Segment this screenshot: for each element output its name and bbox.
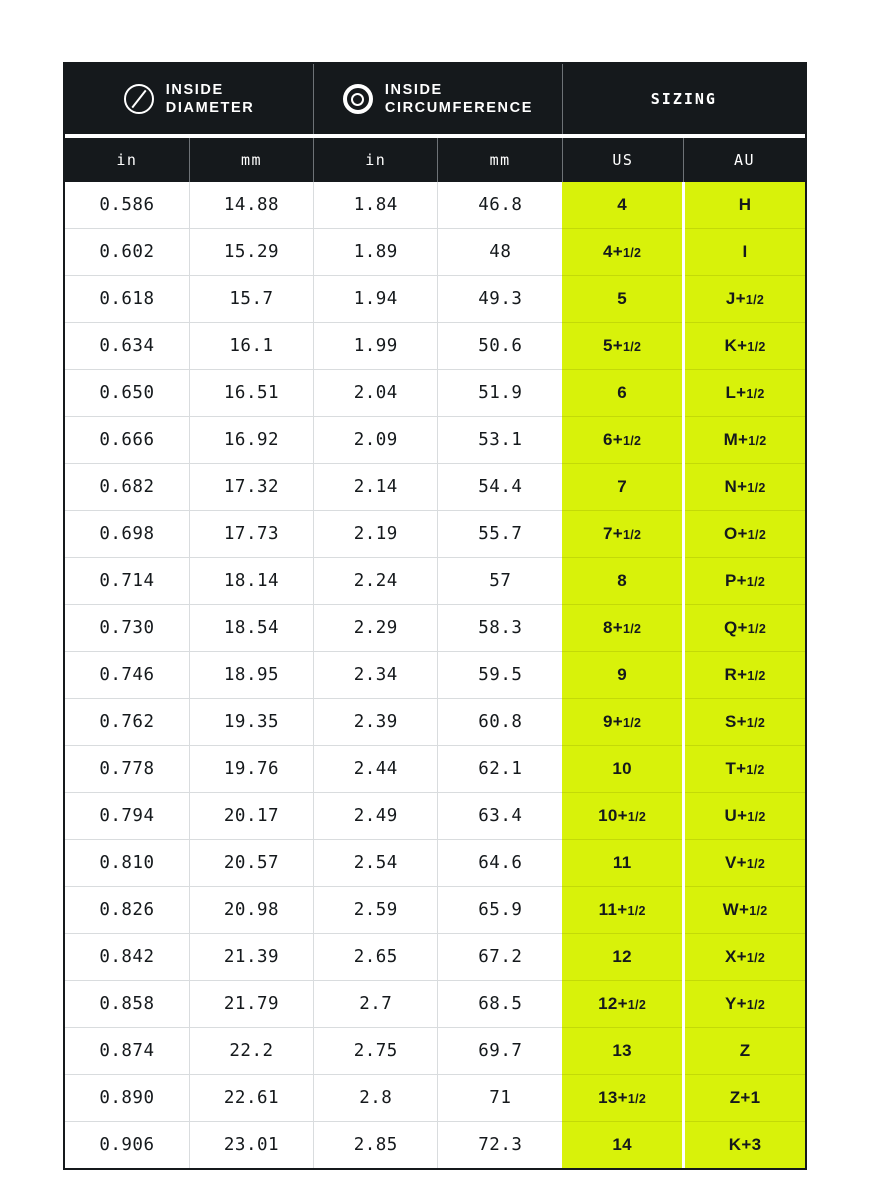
cell-size-au <box>684 370 805 417</box>
cell-circumference-in: 2.09 <box>314 417 438 464</box>
cell-diameter-in: 0.826 <box>65 887 189 934</box>
size-main: 4+ <box>603 242 624 261</box>
cell-circumference-mm: 62.1 <box>438 746 562 793</box>
cell-diameter-in: 0.666 <box>65 417 189 464</box>
size-fraction: 1/2 <box>746 716 766 730</box>
size-main: 10 <box>612 759 632 778</box>
size-fraction: 1/2 <box>746 951 766 965</box>
cell-size-us <box>562 746 683 793</box>
table-row <box>65 934 805 981</box>
cell-circumference-mm: 51.9 <box>438 370 562 417</box>
size-main: Z <box>739 1041 751 1060</box>
cell-circumference-in: 1.94 <box>314 276 438 323</box>
cell-circumference-in: 2.44 <box>314 746 438 793</box>
size-main: 8 <box>617 571 628 590</box>
table-row <box>65 370 805 417</box>
header-unit-us: US <box>562 136 683 182</box>
size-fraction: 1/2 <box>748 434 767 448</box>
size-main: 4 <box>617 195 628 214</box>
size-fraction: 1/2 <box>747 810 766 824</box>
size-fraction: 1/2 <box>627 998 647 1012</box>
cell-diameter-in: 0.874 <box>65 1028 189 1075</box>
table-row <box>65 746 805 793</box>
cell-circumference-mm: 55.7 <box>438 511 562 558</box>
table-head <box>65 64 805 182</box>
table-row <box>65 1075 805 1122</box>
cell-circumference-in: 2.34 <box>314 652 438 699</box>
ring-size-table-container <box>63 62 807 1170</box>
header-unit-circumference-mm: mm <box>438 136 562 182</box>
size-fraction: 1/2 <box>749 904 768 918</box>
cell-size-us <box>562 840 683 887</box>
size-fraction: 1/2 <box>747 669 766 683</box>
cell-size-au <box>684 323 805 370</box>
cell-size-au <box>684 229 805 276</box>
size-main: P+ <box>724 571 747 590</box>
ring-size-table <box>65 64 805 1168</box>
size-main: W+ <box>722 900 750 919</box>
size-main: 6+ <box>603 430 624 449</box>
size-main: 6 <box>617 383 628 402</box>
cell-size-us <box>562 793 683 840</box>
header-group-sizing <box>562 64 805 136</box>
cell-diameter-mm: 22.61 <box>189 1075 313 1122</box>
cell-size-au <box>684 652 805 699</box>
cell-diameter-mm: 20.57 <box>189 840 313 887</box>
cell-diameter-in: 0.650 <box>65 370 189 417</box>
cell-size-au <box>684 1122 805 1169</box>
size-main: 7 <box>617 477 628 496</box>
size-fraction: 1/2 <box>623 716 642 730</box>
cell-size-us <box>562 652 683 699</box>
cell-size-au <box>684 840 805 887</box>
cell-diameter-in: 0.778 <box>65 746 189 793</box>
cell-size-au <box>684 464 805 511</box>
size-main: 13 <box>612 1041 632 1060</box>
size-main: I <box>742 242 748 261</box>
size-fraction: 1/2 <box>746 387 765 401</box>
cell-size-us <box>562 1122 683 1169</box>
cell-circumference-in: 2.54 <box>314 840 438 887</box>
size-fraction: 1/2 <box>627 810 647 824</box>
header-unit-au: AU <box>684 136 805 182</box>
cell-size-us <box>562 182 683 229</box>
cell-size-us <box>562 276 683 323</box>
cell-diameter-mm: 14.88 <box>189 182 313 229</box>
cell-size-au <box>684 417 805 464</box>
cell-diameter-mm: 17.32 <box>189 464 313 511</box>
size-fraction: 1/2 <box>747 481 766 495</box>
size-fraction: 1/2 <box>747 340 766 354</box>
table-row <box>65 182 805 229</box>
cell-size-au <box>684 887 805 934</box>
cell-size-au <box>684 276 805 323</box>
size-main: Y+ <box>724 994 747 1013</box>
header-unit-diameter-mm: mm <box>189 136 313 182</box>
size-fraction: 1/2 <box>747 622 767 636</box>
cell-size-au <box>684 558 805 605</box>
cell-circumference-in: 2.65 <box>314 934 438 981</box>
cell-circumference-mm: 67.2 <box>438 934 562 981</box>
cell-diameter-in: 0.906 <box>65 1122 189 1169</box>
cell-circumference-in: 2.14 <box>314 464 438 511</box>
cell-size-au <box>684 746 805 793</box>
table-row <box>65 417 805 464</box>
cell-size-au <box>684 793 805 840</box>
size-main: L+ <box>725 383 747 402</box>
table-row <box>65 793 805 840</box>
cell-circumference-mm: 64.6 <box>438 840 562 887</box>
cell-diameter-mm: 17.73 <box>189 511 313 558</box>
size-main: 5+ <box>603 336 624 355</box>
cell-size-us <box>562 370 683 417</box>
cell-size-us <box>562 1028 683 1075</box>
cell-diameter-in: 0.714 <box>65 558 189 605</box>
size-fraction: 1/2 <box>746 857 766 871</box>
cell-size-us <box>562 417 683 464</box>
cell-circumference-in: 1.89 <box>314 229 438 276</box>
cell-diameter-mm: 19.76 <box>189 746 313 793</box>
cell-diameter-mm: 21.39 <box>189 934 313 981</box>
table-row <box>65 1122 805 1169</box>
cell-circumference-mm: 71 <box>438 1075 562 1122</box>
cell-size-au <box>684 511 805 558</box>
cell-circumference-mm: 48 <box>438 229 562 276</box>
cell-circumference-mm: 63.4 <box>438 793 562 840</box>
cell-size-us <box>562 981 683 1028</box>
size-main: K+ <box>724 336 748 355</box>
size-main: 11+ <box>598 900 628 919</box>
size-main: 9+ <box>603 712 624 731</box>
header-group-inside-diameter <box>65 64 314 136</box>
size-main: 14 <box>612 1135 632 1154</box>
cell-size-us <box>562 464 683 511</box>
header-group-row <box>65 64 805 136</box>
cell-diameter-mm: 16.92 <box>189 417 313 464</box>
size-fraction: 1/2 <box>623 622 642 636</box>
size-main: U+ <box>724 806 748 825</box>
table-row <box>65 981 805 1028</box>
table-row <box>65 887 805 934</box>
cell-diameter-in: 0.730 <box>65 605 189 652</box>
label-line-2: CIRCUMFERENCE <box>384 100 533 116</box>
cell-circumference-mm: 65.9 <box>438 887 562 934</box>
cell-size-us <box>562 699 683 746</box>
cell-circumference-mm: 53.1 <box>438 417 562 464</box>
size-main: 13+ <box>598 1088 628 1107</box>
header-group-inside-circumference-label <box>385 81 533 117</box>
cell-circumference-mm: 72.3 <box>438 1122 562 1169</box>
size-fraction: 1/2 <box>746 998 766 1012</box>
cell-diameter-mm: 21.79 <box>189 981 313 1028</box>
cell-diameter-mm: 18.54 <box>189 605 313 652</box>
cell-diameter-in: 0.634 <box>65 323 189 370</box>
cell-circumference-in: 2.29 <box>314 605 438 652</box>
header-unit-diameter-in: in <box>65 136 189 182</box>
cell-circumference-mm: 57 <box>438 558 562 605</box>
cell-circumference-mm: 68.5 <box>438 981 562 1028</box>
size-fraction: 1/2 <box>623 434 642 448</box>
cell-circumference-in: 2.8 <box>314 1075 438 1122</box>
size-main: 5 <box>617 289 628 308</box>
size-fraction: 1/2 <box>746 575 766 589</box>
cell-diameter-mm: 18.14 <box>189 558 313 605</box>
cell-size-us <box>562 887 683 934</box>
table-row <box>65 1028 805 1075</box>
table-row <box>65 276 805 323</box>
table-row <box>65 511 805 558</box>
cell-size-us <box>562 229 683 276</box>
header-unit-row <box>65 136 805 182</box>
cell-circumference-in: 2.85 <box>314 1122 438 1169</box>
size-main: 12 <box>612 947 632 966</box>
cell-circumference-mm: 58.3 <box>438 605 562 652</box>
cell-circumference-in: 2.24 <box>314 558 438 605</box>
cell-circumference-mm: 46.8 <box>438 182 562 229</box>
cell-circumference-mm: 49.3 <box>438 276 562 323</box>
cell-diameter-in: 0.890 <box>65 1075 189 1122</box>
size-main: V+ <box>724 853 747 872</box>
size-fraction: 1/2 <box>627 904 646 918</box>
cell-diameter-mm: 20.98 <box>189 887 313 934</box>
cell-diameter-in: 0.810 <box>65 840 189 887</box>
size-main: 10+ <box>598 806 628 825</box>
table-row <box>65 605 805 652</box>
cell-size-us <box>562 511 683 558</box>
size-main: S+ <box>724 712 747 731</box>
table-row <box>65 652 805 699</box>
size-main: 12+ <box>598 994 628 1013</box>
cell-size-us <box>562 558 683 605</box>
cell-diameter-in: 0.602 <box>65 229 189 276</box>
cell-size-au <box>684 699 805 746</box>
table-row <box>65 699 805 746</box>
cell-circumference-mm: 69.7 <box>438 1028 562 1075</box>
cell-diameter-mm: 23.01 <box>189 1122 313 1169</box>
size-fraction: 1/2 <box>747 528 767 542</box>
cell-diameter-mm: 19.35 <box>189 699 313 746</box>
table-row <box>65 464 805 511</box>
cell-circumference-mm: 60.8 <box>438 699 562 746</box>
cell-diameter-in: 0.794 <box>65 793 189 840</box>
cell-circumference-in: 1.84 <box>314 182 438 229</box>
cell-diameter-in: 0.842 <box>65 934 189 981</box>
cell-size-au <box>684 182 805 229</box>
cell-size-au <box>684 605 805 652</box>
size-main: T+ <box>725 759 747 778</box>
cell-circumference-in: 2.7 <box>314 981 438 1028</box>
circle-diagonal-icon <box>124 84 154 114</box>
cell-circumference-in: 1.99 <box>314 323 438 370</box>
size-fraction: 1/2 <box>746 763 765 777</box>
table-body <box>65 182 805 1168</box>
cell-diameter-in: 0.746 <box>65 652 189 699</box>
size-main: O+ <box>724 524 748 543</box>
table-row <box>65 558 805 605</box>
size-main: H <box>738 195 752 214</box>
cell-diameter-mm: 22.2 <box>189 1028 313 1075</box>
cell-circumference-mm: 50.6 <box>438 323 562 370</box>
label-line-1: INSIDE <box>165 81 224 98</box>
header-group-inside-diameter-label <box>166 81 255 117</box>
cell-diameter-in: 0.858 <box>65 981 189 1028</box>
cell-diameter-in: 0.682 <box>65 464 189 511</box>
header-unit-circumference-in: in <box>314 136 438 182</box>
cell-diameter-mm: 16.51 <box>189 370 313 417</box>
ring-icon <box>343 84 373 114</box>
cell-diameter-mm: 18.95 <box>189 652 313 699</box>
cell-circumference-in: 2.49 <box>314 793 438 840</box>
table-row <box>65 840 805 887</box>
size-main: Q+ <box>724 618 748 637</box>
size-fraction: 1/2 <box>745 293 765 307</box>
size-main: Z+1 <box>729 1088 761 1107</box>
cell-circumference-in: 2.59 <box>314 887 438 934</box>
cell-diameter-in: 0.698 <box>65 511 189 558</box>
cell-circumference-in: 2.39 <box>314 699 438 746</box>
label-line-2: DIAMETER <box>165 100 255 116</box>
cell-size-us <box>562 605 683 652</box>
cell-diameter-mm: 15.29 <box>189 229 313 276</box>
cell-size-us <box>562 934 683 981</box>
size-main: 9 <box>617 665 628 684</box>
cell-circumference-mm: 59.5 <box>438 652 562 699</box>
size-fraction: 1/2 <box>623 340 642 354</box>
cell-size-us <box>562 1075 683 1122</box>
size-main: 11 <box>612 853 632 872</box>
cell-circumference-in: 2.19 <box>314 511 438 558</box>
cell-circumference-in: 2.04 <box>314 370 438 417</box>
label-line-1: INSIDE <box>384 81 443 98</box>
cell-size-au <box>684 934 805 981</box>
cell-circumference-mm: 54.4 <box>438 464 562 511</box>
cell-diameter-in: 0.762 <box>65 699 189 746</box>
header-group-inside-circumference <box>314 64 563 136</box>
size-fraction: 1/2 <box>623 528 642 542</box>
size-fraction: 1/2 <box>627 1092 647 1106</box>
size-main: 8+ <box>603 618 624 637</box>
table-row <box>65 229 805 276</box>
size-main: K+3 <box>728 1135 762 1154</box>
cell-diameter-in: 0.618 <box>65 276 189 323</box>
size-fraction: 1/2 <box>623 246 642 260</box>
size-main: N+ <box>724 477 748 496</box>
cell-size-us <box>562 323 683 370</box>
cell-size-au <box>684 1075 805 1122</box>
cell-circumference-in: 2.75 <box>314 1028 438 1075</box>
size-main: X+ <box>724 947 747 966</box>
size-main: M+ <box>723 430 749 449</box>
size-main: J+ <box>725 289 746 308</box>
cell-diameter-mm: 20.17 <box>189 793 313 840</box>
cell-diameter-mm: 16.1 <box>189 323 313 370</box>
size-main: R+ <box>724 665 748 684</box>
header-group-sizing-label: SIZING <box>650 89 717 108</box>
cell-size-au <box>684 981 805 1028</box>
size-main: 7+ <box>603 524 624 543</box>
cell-diameter-mm: 15.7 <box>189 276 313 323</box>
table-row <box>65 323 805 370</box>
cell-diameter-in: 0.586 <box>65 182 189 229</box>
cell-size-au <box>684 1028 805 1075</box>
